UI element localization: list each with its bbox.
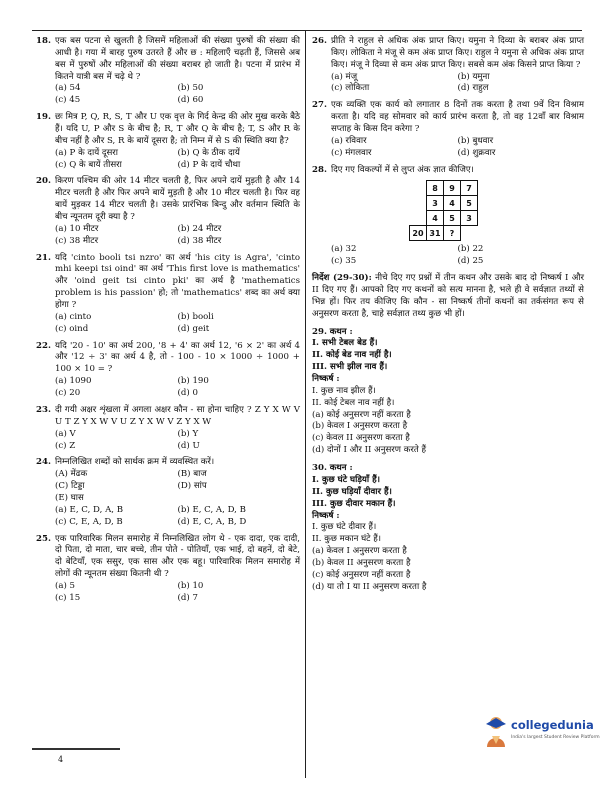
option: (b) बुधवार	[457, 135, 494, 146]
option: (d) P के दायें चौथा	[177, 159, 241, 170]
option: (a) P के दायें दूसरा	[55, 147, 119, 158]
options	[55, 376, 300, 400]
options	[331, 72, 584, 96]
question-text: किरण पश्चिम की ओर 14 मीटर चलती है, फिर अपने दायें मुड़ती है और 14 मीटर चलती है और फिर अपने बायें मुड़ती है और 10 मीटर चलती है। फिर वह बायें मुड़कर 14 मीटर चलती है। उसके प्रारंभिक बिन्दु और वर्तमान स्थिति के बीच न्यूनतम दूरी क्या है ?	[55, 176, 300, 223]
question-number: 29.	[312, 326, 327, 337]
option: (b) 50	[177, 83, 204, 94]
conclusion: II. कुछ मकान घंटे हैं।	[312, 534, 382, 545]
option: (d) U	[177, 440, 200, 451]
question-number: 24.	[36, 457, 51, 468]
option: (c) केवल II अनुसरण करता है	[312, 433, 410, 444]
statements-label: कथन :	[329, 326, 353, 337]
question-19	[36, 112, 300, 171]
options	[55, 83, 300, 107]
grid-cell: 4	[444, 196, 461, 211]
option: (b) E, C, A, D, B	[177, 504, 246, 515]
question-28	[312, 165, 584, 269]
question-26	[312, 36, 584, 95]
options	[55, 581, 300, 605]
right-top-questions	[312, 36, 584, 160]
option: (c) 15	[55, 592, 81, 603]
option: (c) C, E, A, D, B	[55, 516, 123, 527]
directions-label: निर्देश (29-30):	[312, 273, 372, 284]
option: (E) घास	[55, 492, 84, 503]
option: (c) मंगलवार	[331, 147, 372, 158]
page-number: 4	[58, 755, 64, 764]
grid-cell: 3	[461, 211, 478, 226]
bottom-rule	[32, 748, 120, 750]
option: (a) cinto	[55, 311, 92, 322]
question-18	[36, 36, 300, 107]
option: (a) 1090	[55, 376, 92, 387]
option: (c) 35	[331, 256, 357, 267]
column-divider	[305, 30, 306, 778]
option: (b) Y	[177, 428, 199, 439]
question-number: 20.	[36, 176, 51, 187]
option: (a) रविवार	[331, 135, 367, 146]
question-text: दिए गए विकल्पों में से लुप्त अंक ज्ञात कीजिए।	[331, 164, 474, 175]
option: (a) केवल I अनुसरण करता है	[312, 546, 407, 557]
option: (d) शुक्रवार	[457, 147, 496, 158]
grid-row	[410, 181, 478, 196]
question-24	[36, 457, 300, 528]
option: (b) Q के ठीक दायें	[177, 147, 240, 158]
question-number: 21.	[36, 252, 51, 263]
option: (d) दोनों I और II अनुसरण करते हैं	[312, 445, 427, 456]
conclusion: I. कुछ घंटे दीवार हैं।	[312, 522, 377, 533]
statement-heading	[312, 463, 584, 475]
options	[331, 244, 584, 268]
grid-cell: 4	[427, 211, 444, 226]
conclusion: I. कुछ नाव झील हैं।	[312, 385, 376, 396]
option: (d) 7	[177, 592, 198, 603]
option: (a) 32	[331, 244, 357, 255]
collegedunia-logo	[481, 714, 606, 750]
question-number: 18.	[36, 36, 51, 46]
question-text: दी गयी अक्षर शृंखला में अगला अक्षर कौन - सा होना चाहिए ? Z Y X W V U T Z Y X W V U Z Y X W V Z Y X W	[55, 404, 300, 427]
question-21	[36, 253, 300, 336]
statement: II. कुछ घड़ियाँ दीवार हैं।	[312, 486, 392, 497]
option: (a) 5	[55, 580, 76, 591]
question-30	[312, 463, 584, 593]
option: (d) 60	[177, 95, 204, 106]
option: (c) 20	[55, 388, 81, 399]
question-body	[55, 253, 300, 336]
conclusions-label: निष्कर्ष :	[312, 510, 340, 521]
option: (b) 22	[457, 244, 484, 255]
question-body	[331, 36, 584, 95]
graduate-icon	[481, 714, 511, 748]
question-number: 19.	[36, 112, 51, 123]
question-text: यदि 'cinto booli tsi nzro' का अर्थ 'his city is Agra', 'cinto mhi keepi tsi oind' का अर्थ 'This first love is mathematics' और 'oind geit tsi cinto pki' का अर्थ है 'mathematics problem is his passion' हो; तो 'mathematics' शब्द का अर्थ क्या होगा ?	[55, 252, 300, 311]
option: (b) 10	[177, 580, 204, 591]
question-number: 26.	[312, 36, 327, 46]
options	[55, 429, 300, 453]
option: (d) 38 मीटर	[177, 235, 222, 246]
option: (a) मंजू	[331, 71, 358, 82]
question-text: यदि '20 - 10' का अर्थ 200, '8 + 4' का अर्थ 12, '6 × 2' का अर्थ 4 और '12 ÷ 3' का अर्थ 4 है, तो - 100 - 10 × 1000 ÷ 1000 + 100 × 10 = ?	[55, 340, 300, 375]
grid-cell: ?	[444, 226, 461, 241]
option: (c) oind	[55, 323, 89, 334]
logo-name: collegedunia	[511, 718, 594, 732]
grid-row	[410, 196, 478, 211]
grid-cell: 8	[427, 181, 444, 196]
grid-cell: 5	[444, 211, 461, 226]
options	[55, 312, 300, 336]
statement: I. सभी टेबल बेड हैं।	[312, 338, 378, 349]
option: (a) 10 मीटर	[55, 223, 99, 234]
statement: III. सभी झील नाव हैं।	[312, 362, 388, 373]
grid-cell	[461, 226, 478, 241]
left-column	[36, 36, 300, 610]
grid-cell: 31	[427, 226, 444, 241]
question-text: एक व्यक्ति एक कार्य को लगातार 8 दिनों तक करता है तथा 9वें दिन विश्राम करता है। यदि वह सोमवार को कार्य प्रारंभ करता है, तो वह 12वाँ बार विश्राम सप्ताह के किस दिन करेगा ?	[331, 100, 584, 135]
option: (d) या तो I या II अनुसरण करता है	[312, 581, 427, 592]
grid-cell: 7	[461, 181, 478, 196]
option-spacer	[178, 493, 301, 505]
question-body	[55, 534, 300, 605]
option: (c) कोई अनुसरण नहीं करता है	[312, 569, 411, 580]
option: (a) कोई अनुसरण नहीं करता है	[312, 409, 411, 420]
question-number: 23.	[36, 404, 51, 415]
option: (B) बाज	[177, 469, 207, 480]
option: (c) लोकिता	[331, 83, 370, 94]
option: (a) V	[55, 428, 76, 439]
grid-row	[410, 226, 478, 241]
option: (b) केवल I अनुसरण करता है	[312, 421, 408, 432]
option: (c) 38 मीटर	[55, 235, 99, 246]
logo-tagline: India's largest Student Review Platform	[511, 735, 600, 740]
grid-cell: 5	[461, 196, 478, 211]
question-body	[55, 405, 300, 452]
grid-cell: 3	[427, 196, 444, 211]
conclusion: II. कोई टेबल नाव नहीं है।	[312, 397, 395, 408]
statement: I. कुछ घंटे घड़ियाँ हैं।	[312, 474, 380, 485]
grid-row	[410, 211, 478, 226]
options	[55, 224, 300, 248]
question-body	[55, 457, 300, 528]
conclusions-label: निष्कर्ष :	[312, 374, 340, 385]
question-number: 28.	[312, 164, 327, 175]
question-body	[55, 341, 300, 400]
question-23	[36, 405, 300, 452]
statement: II. कोई बेड नाव नहीं है।	[312, 350, 392, 361]
option: (A) मेंढक	[55, 469, 88, 480]
statement-heading	[312, 327, 584, 339]
statements-label: कथन :	[329, 463, 353, 474]
question-body	[55, 176, 300, 247]
question-text: निम्नलिखित शब्दों को सार्थक क्रम में व्यवस्थित करें।	[55, 457, 215, 468]
question-29	[312, 327, 584, 457]
question-text: एक पारिवारिक मिलन समारोह में निम्नलिखित लोग थे - एक दादा, एक दादी, दो पिता, दो माता, चार बच्चे, तीन पोते - पोतियाँ, एक भाई, दो बहनें, दो बेटे, दो बेटियाँ, एक ससुर, एक सास और एक बहू। पारिवारिक मिलन समारोह में लोगों की न्यूनतम संख्या कितनी थी ?	[55, 533, 300, 580]
option: (C) टिड्डा	[55, 481, 85, 492]
grid-cell: 20	[410, 226, 427, 241]
directions	[312, 273, 584, 320]
question-27	[312, 100, 584, 159]
option: (c) Z	[55, 440, 76, 451]
question-number: 27.	[312, 100, 327, 111]
question-text: एक बस पटना से खुलती है जिसमें महिलाओं की संख्या पुरुषों की संख्या की आधी है। गया में बारह पुरुष उतरते हैं और छ : महिलाएँ चढ़ती हैं, जिससे अब बस में पुरुषों और महिलाओं की संख्या बराबर हो जाती है। पटना में प्रारंभ में कितने यात्री बस में चढ़े थे ?	[55, 36, 300, 82]
question-body	[55, 36, 300, 107]
option: (c) 45	[55, 95, 81, 106]
options	[55, 469, 300, 528]
statement: III. कुछ दीवार मकान हैं।	[312, 498, 396, 509]
option: (d) E, C, A, B, D	[177, 516, 247, 527]
options	[331, 136, 584, 160]
question-body	[331, 100, 584, 159]
option: (d) geit	[177, 323, 210, 334]
question-text: छः मित्र P, Q, R, S, T और U एक वृत्त के गिर्द केन्द्र की ओर मुख करके बैठे हैं। यदि U, P और S के बीच है; R, T और Q के बीच है; T, S और R के बीच नहीं है और S, R के बायें दूसरा है; तो निम्न में से S की स्थिति क्या है?	[55, 112, 300, 146]
question-number: 30.	[312, 463, 327, 474]
grid-cell	[410, 181, 427, 196]
option: (b) 190	[177, 376, 209, 387]
option: (b) यमुना	[457, 71, 490, 82]
question-25	[36, 534, 300, 605]
option: (b) केवल II अनुसरण करता है	[312, 557, 411, 568]
option: (d) 0	[177, 388, 198, 399]
question-20	[36, 176, 300, 247]
grid-cell: 9	[444, 181, 461, 196]
grid-cell	[410, 211, 427, 226]
options	[55, 148, 300, 172]
directions-text: नीचे दिए गए प्रश्नों में तीन कथन और उसके बाद दो निष्कर्ष I और II दिए गए हैं। आपको दिए गए कथनों को सत्य मानना है, भले ही वे सर्वज्ञात तथ्यों से भिन्न हों। फिर तय कीजिए कि कौन - सा निष्कर्ष तीनों कथनों का तर्कसंगत रूप से अनुसरण करता है, चाहे सर्वज्ञात तथ्य कुछ भी हों।	[312, 273, 584, 319]
option: (b) 24 मीटर	[177, 223, 222, 234]
question-22	[36, 341, 300, 400]
option: (D) सांप	[177, 481, 207, 492]
question-number: 25.	[36, 533, 51, 544]
option: (a) E, C, D, A, B	[55, 504, 124, 515]
option: (d) 25	[457, 256, 484, 267]
option: (b) booli	[177, 311, 214, 322]
option: (a) 54	[55, 83, 81, 94]
option: (c) Q के बायें तीसरा	[55, 159, 122, 170]
option: (d) राहुल	[457, 83, 489, 94]
grid-cell	[410, 196, 427, 211]
right-column	[312, 36, 584, 600]
question-body	[55, 112, 300, 171]
number-grid	[409, 180, 478, 241]
question-number: 22.	[36, 340, 51, 351]
question-text: प्रीति ने राहुल से अधिक अंक प्राप्त किए। यमुना ने दिव्या के बराबर अंक प्राप्त किए। लोकिता ने मंजू से कम अंक प्राप्त किए। राहुल ने यमुना से अधिक अंक प्राप्त किए। मंजू ने दिव्या से कम अंक प्राप्त किए। सबसे कम अंक किसने प्राप्त किया ?	[331, 36, 584, 70]
top-rule	[32, 30, 582, 31]
